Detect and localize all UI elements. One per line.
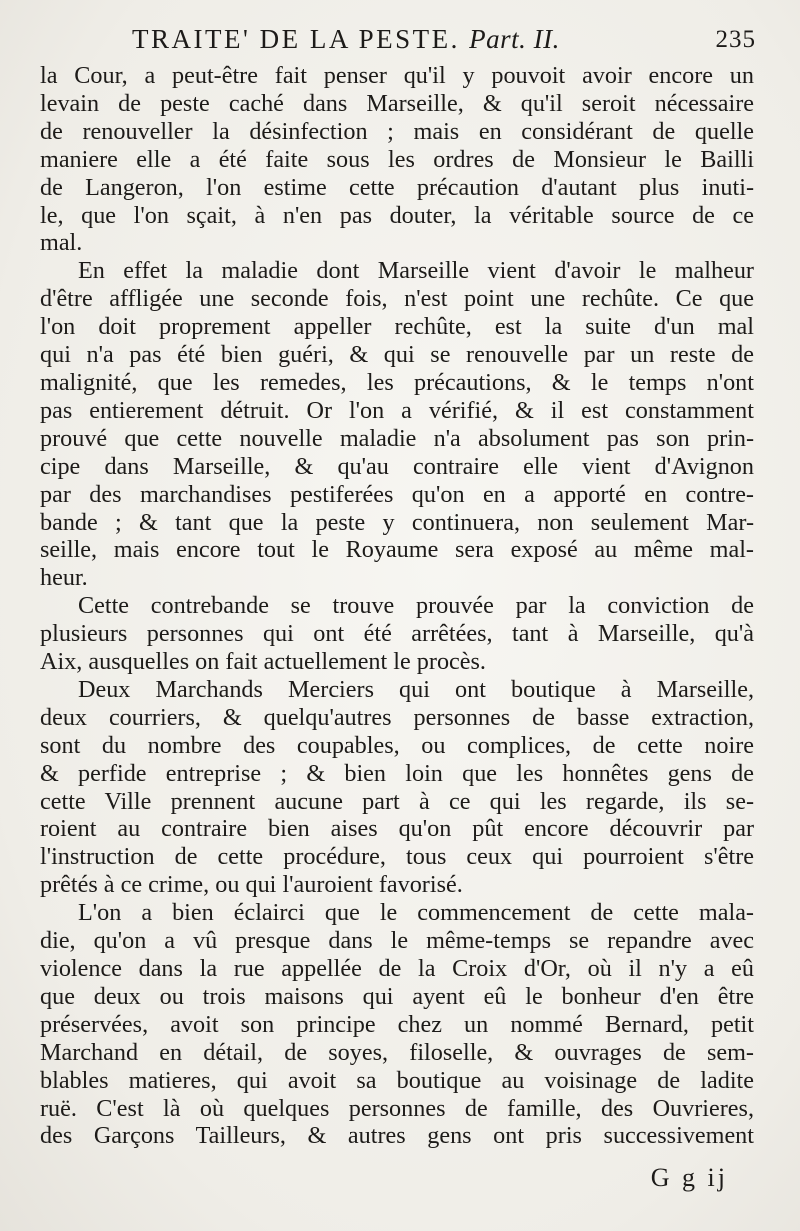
text-line: cipe dans Marseille, & qu'au contraire elle vient d'Avignon — [40, 452, 754, 480]
text-line: Aix, ausquelles on fait actuellement le procès. — [40, 648, 486, 676]
text-line: ruë. C'est là où quelques personnes de famille, des Ouvrieres, — [40, 1094, 754, 1122]
text-line: d'être affligée une seconde fois, n'est point une rechûte. Ce que — [40, 285, 754, 313]
text-line: pas entierement détruit. Or l'on a vérifié, & il est constamment — [40, 396, 754, 424]
running-title — [132, 24, 560, 55]
text-line: par des marchandises pestiferées qu'on en a apporté en contre- — [40, 480, 754, 508]
body-text — [40, 62, 754, 1150]
part-label: Part. II. — [469, 24, 560, 54]
text-line: que deux ou trois maisons qui ayent eû le bonheur d'en être — [40, 982, 754, 1010]
text-line: de Langeron, l'on estime cette précaution d'autant plus inuti- — [40, 173, 754, 201]
paragraph — [40, 899, 754, 1150]
text-line: qui n'a pas été bien guéri, & qui se renouvelle par un reste de — [40, 341, 754, 369]
text-line: cette Ville prennent aucune part à ce qui les regarde, ils se- — [40, 787, 754, 815]
text-line: Deux Marchands Merciers qui ont boutique à Marseille, — [78, 675, 754, 703]
text-line: la Cour, a peut-être fait penser qu'il y pouvoit avoir encore un — [40, 62, 754, 89]
text-line: & perfide entreprise ; & bien loin que les honnêtes gens de — [40, 759, 754, 787]
text-line: préservées, avoit son principe chez un nommé Bernard, petit — [40, 1010, 754, 1038]
text-line: violence dans la rue appellée de la Croix d'Or, où il n'y a eû — [40, 955, 754, 982]
text-line: levain de peste caché dans Marseille, & qu'il seroit nécessaire — [40, 89, 754, 117]
text-line: de renouveller la désinfection ; mais en considérant de quelle — [40, 117, 754, 145]
text-line: sont du nombre des coupables, ou complices, de cette noire — [40, 731, 754, 759]
page-header — [40, 22, 754, 62]
text-line: bande ; & tant que la peste y continuera, non seulement Mar- — [40, 508, 754, 536]
text-line: malignité, que les remedes, les précautions, & le temps n'ont — [40, 368, 754, 396]
text-line: blables matieres, qui avoit sa boutique au voisinage de ladite — [40, 1066, 754, 1094]
text-line: Marchand en détail, de soyes, filoselle, & ouvrages de sem- — [40, 1038, 754, 1066]
text-line: En effet la maladie dont Marseille vient d'avoir le malheur — [78, 257, 754, 285]
text-line: heur. — [40, 564, 88, 592]
text-line: des Garçons Tailleurs, & autres gens ont pris successivement — [40, 1122, 754, 1150]
text-line: l'on doit proprement appeller rechûte, est la suite d'un mal — [40, 313, 754, 341]
text-line: prouvé que cette nouvelle maladie n'a absolument pas son prin- — [40, 424, 754, 452]
running-title-text: TRAITE' DE LA PESTE. — [132, 24, 460, 54]
text-line: Cette contrebande se trouve prouvée par la conviction de — [78, 592, 754, 620]
text-line: maniere elle a été faite sous les ordres de Monsieur le Bailli — [40, 145, 754, 173]
page-number: 235 — [715, 26, 756, 53]
text-line: prêtés à ce crime, ou qui l'auroient favorisé. — [40, 871, 463, 899]
text-line: l'instruction de cette procédure, tous ceux qui pourroient s'être — [40, 843, 754, 871]
text-line: deux courriers, & quelqu'autres personnes de basse extraction, — [40, 703, 754, 731]
text-line: le, que l'on sçait, à n'en pas douter, la véritable source de ce — [40, 201, 754, 229]
text-line: die, qu'on a vû presque dans le même-temps se repandre avec — [40, 927, 754, 955]
paragraph — [40, 676, 754, 899]
paragraph — [40, 257, 754, 592]
text-line: seille, mais encore tout le Royaume sera exposé au même mal- — [40, 536, 754, 564]
text-line: roient au contraire bien aises qu'on pût encore découvrir par — [40, 815, 754, 843]
text-line: plusieurs personnes qui ont été arrêtées, tant à Marseille, qu'à — [40, 620, 754, 648]
text-line: mal. — [40, 229, 83, 257]
paragraph — [40, 62, 754, 257]
paragraph — [40, 592, 754, 676]
text-line: L'on a bien éclairci que le commencement de cette mala- — [78, 899, 754, 927]
signature-mark: G g ij — [650, 1163, 728, 1192]
